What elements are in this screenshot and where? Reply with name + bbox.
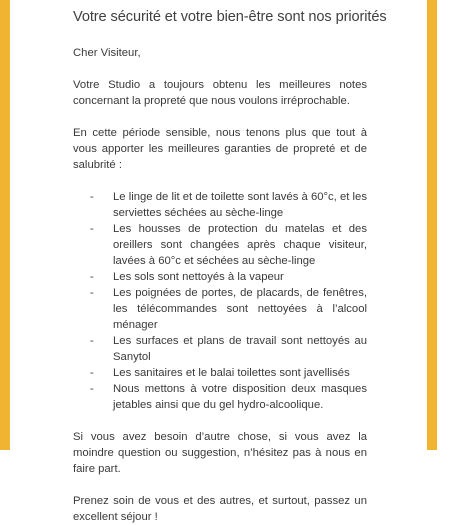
list-item-text: Le linge de lit et de toilette sont lavés à 60°c, et les serviettes séchées au sèche-linge	[113, 191, 367, 219]
document-content	[73, 7, 387, 525]
bullet-dash: -	[90, 335, 94, 347]
bullet-dash: -	[90, 287, 94, 299]
period-paragraph: En cette période sensible, nous tenons plus que tout à vous apporter les meilleures garanties de propreté et de salubrité :	[73, 127, 367, 171]
bullet-dash: -	[90, 191, 94, 203]
page-border-left	[0, 0, 10, 450]
measures-list	[73, 189, 367, 413]
intro-paragraph: Votre Studio a toujours obtenu les meilleures notes concernant la propreté que nous voulons irréprochable.	[73, 79, 367, 107]
list-item	[73, 333, 367, 365]
page-border-right	[427, 0, 437, 450]
list-item-text: Nous mettons à votre disposition deux masques jetables ainsi que du gel hydro-alcoolique.	[113, 383, 367, 411]
farewell-paragraph: Prenez soin de vous et des autres, et surtout, passez un excellent séjour !	[73, 495, 367, 523]
list-item-text: Les housses de protection du matelas et des oreillers sont changées après chaque visiteur, lavées à 60°c et séchées au sèche-linge	[113, 223, 367, 267]
list-item	[73, 269, 367, 285]
list-item-text: Les surfaces et plans de travail sont nettoyés au Sanytol	[113, 335, 367, 363]
list-item-text: Les poignées de portes, de placards, de fenêtres, les télécommandes sont nettoyées à l’alcool ménager	[113, 287, 367, 331]
list-item	[73, 285, 367, 333]
bullet-dash: -	[90, 223, 94, 235]
page-title: Votre sécurité et votre bien-être sont nos priorités	[73, 9, 387, 25]
bullet-dash: -	[90, 383, 94, 395]
bullet-dash: -	[90, 271, 94, 283]
page-margin-right	[437, 0, 450, 450]
list-item	[73, 221, 367, 269]
closing-paragraph: Si vous avez besoin d’autre chose, si vous avez la moindre question ou suggestion, n’hésitez pas à nous en faire part.	[73, 431, 367, 475]
greeting-text: Cher Visiteur,	[73, 47, 141, 59]
document-page	[10, 0, 427, 523]
bullet-dash: -	[90, 367, 94, 379]
list-item-text: Les sanitaires et le balai toilettes sont javellisés	[113, 367, 350, 379]
list-item	[73, 381, 367, 413]
list-item	[73, 365, 367, 381]
list-item	[73, 189, 367, 221]
list-item-text: Les sols sont nettoyés à la vapeur	[113, 271, 284, 283]
